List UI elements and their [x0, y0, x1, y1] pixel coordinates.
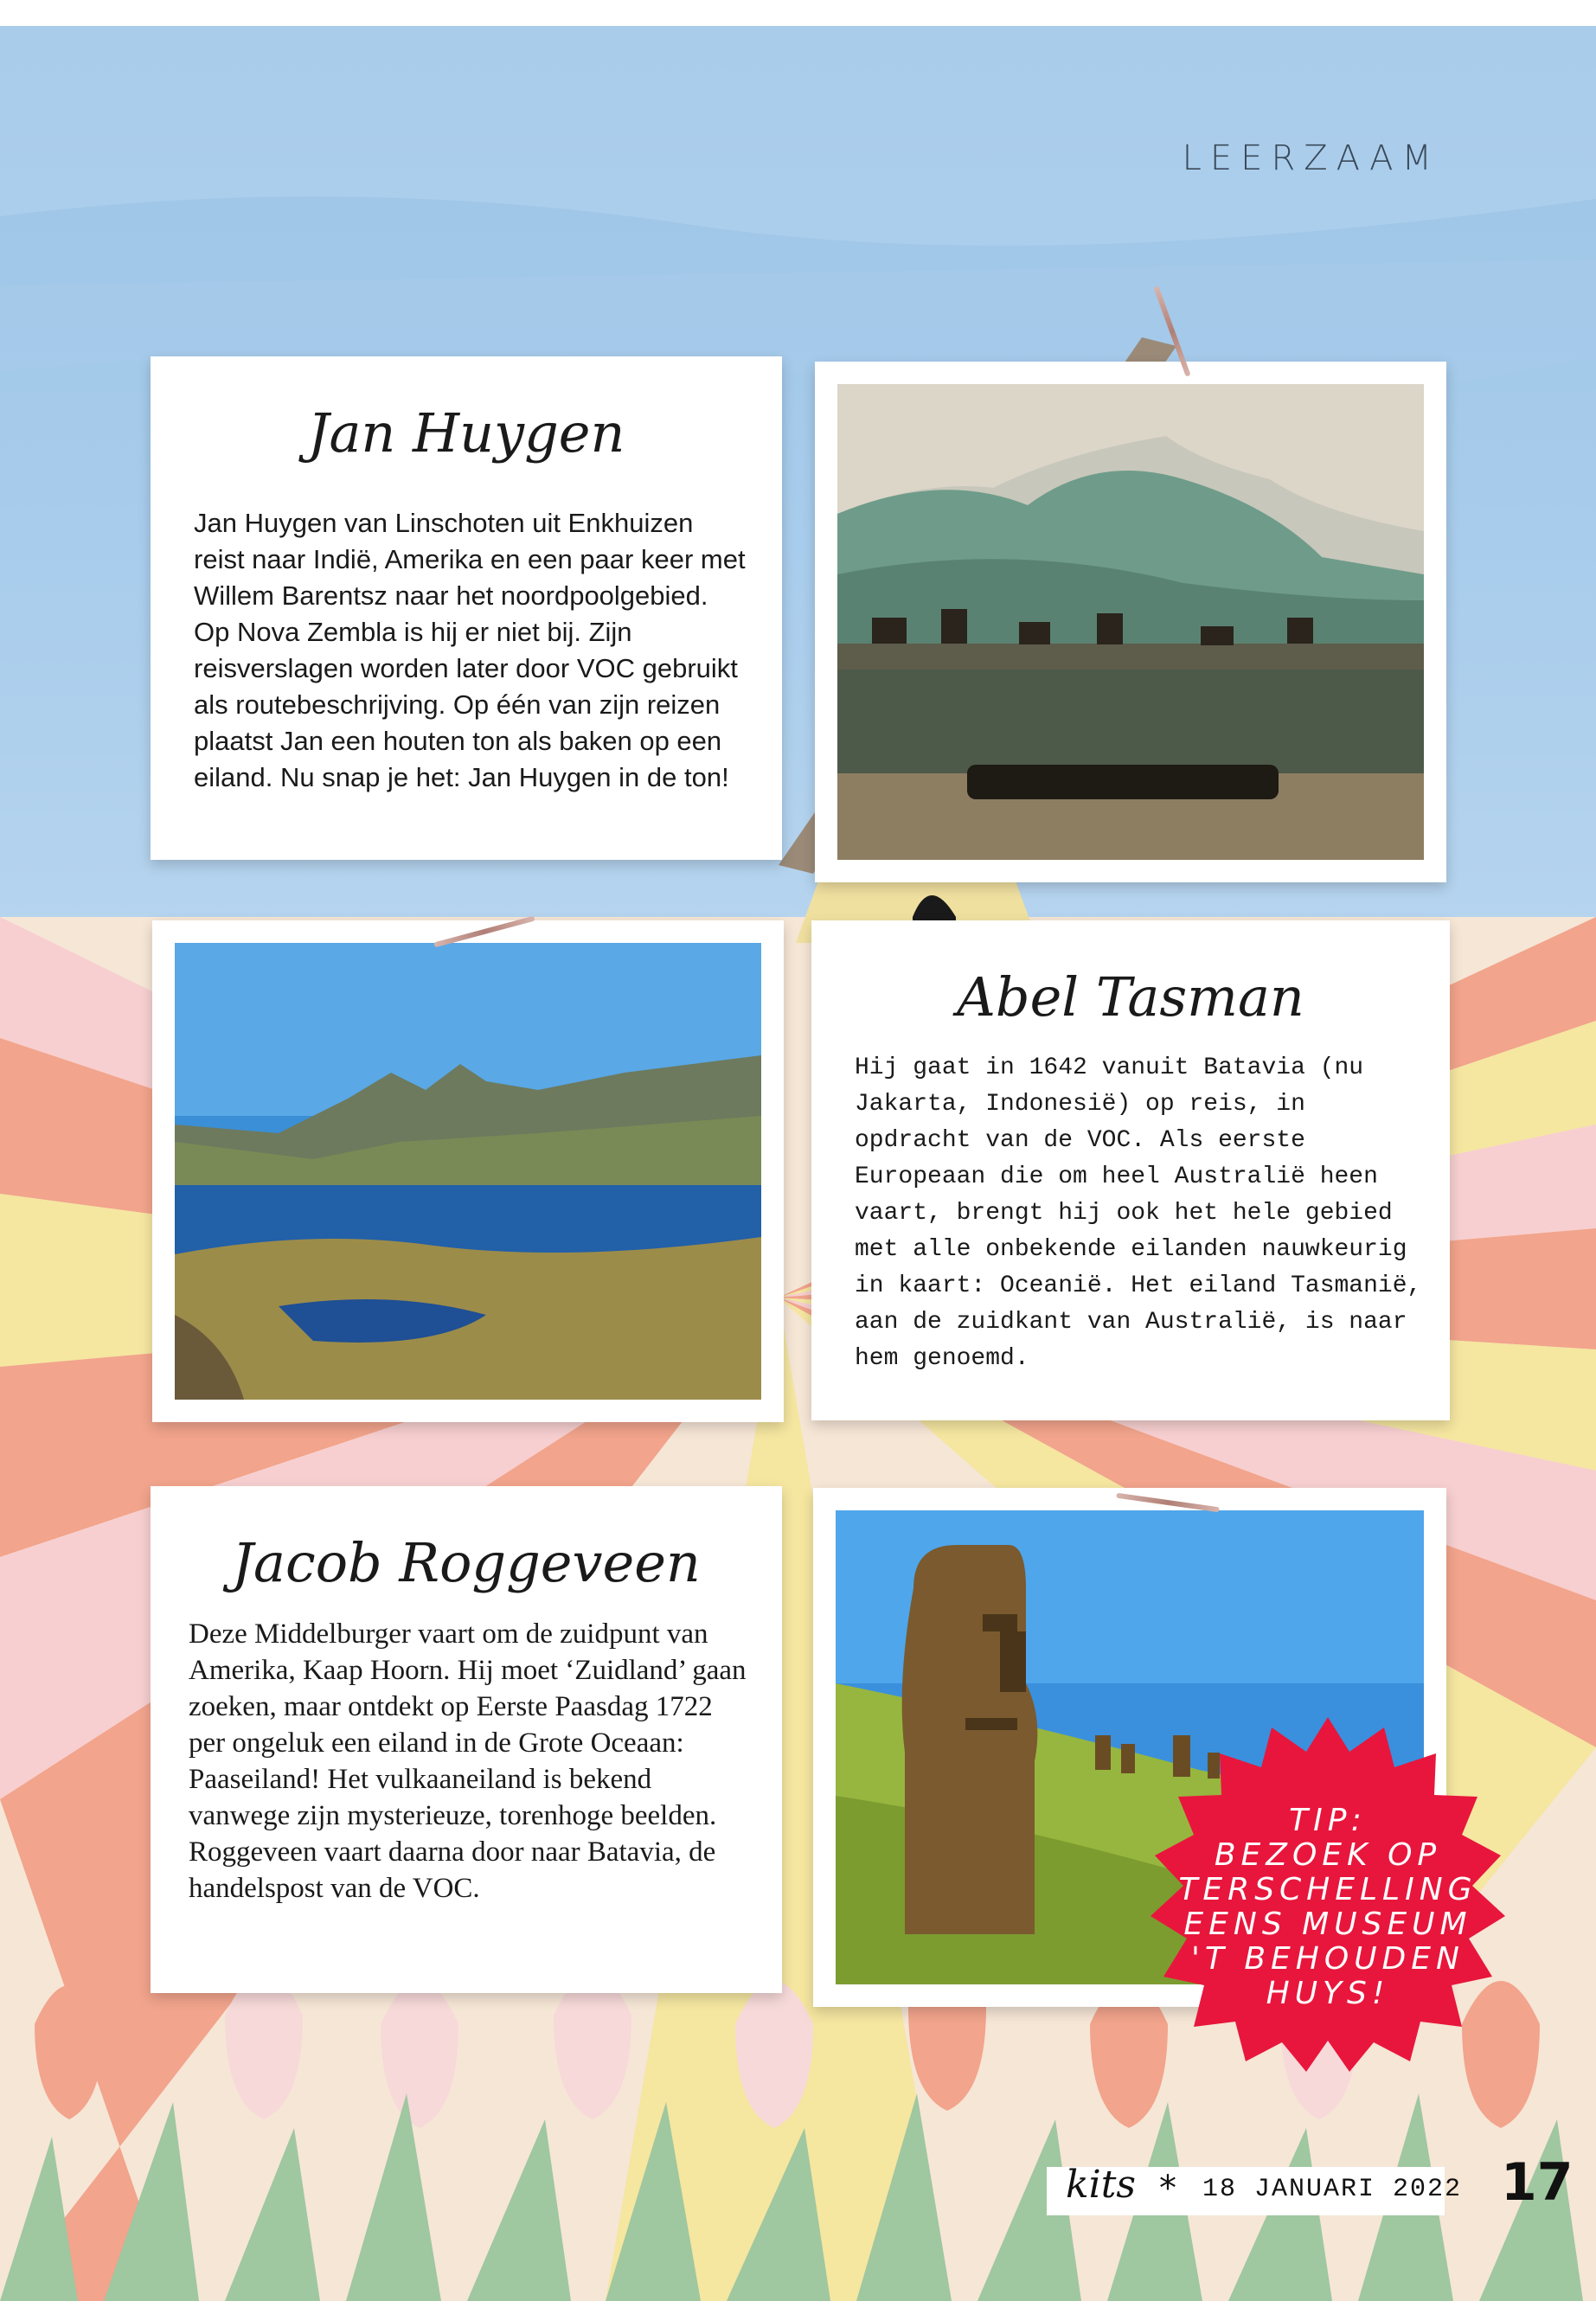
tip-line: BEZOEK OP [1214, 1837, 1442, 1873]
card-body: Jan Huygen van Linschoten uit Enkhuizen reist naar Indië, Amerika en een paar keer met Willem Barentsz naar het noordpoolgebied. Op Nova Zembla is hij er niet bij. Zijn reisverslagen worden later door VOC gebruikt als routebeschrijving. Op één van zijn reizen plaatst Jan een houten ton als baken op een eiland. Nu snap je het: Jan Huygen in de ton! [194, 508, 746, 792]
footer-logo: kits [1066, 2163, 1136, 2207]
tip-line: HUYS! [1266, 1976, 1390, 2011]
card-title: Jacob Roggeveen [232, 1531, 701, 1594]
photo-naval-battle [837, 384, 1424, 860]
section-label: LEERZAAM [1182, 138, 1440, 178]
tip-line: 'T BEHOUDEN [1191, 1941, 1465, 1977]
mountain-lake-icon [175, 943, 761, 1400]
card-title: Jan Huygen [307, 401, 625, 465]
footer-date: 18 JANUARI 2022 [1202, 2175, 1463, 2204]
card-jan-huygen-photo [815, 362, 1446, 882]
naval-battle-painting-icon [837, 384, 1424, 860]
tip-line: EENS MUSEUM [1183, 1907, 1472, 1942]
tip-text [1151, 1804, 1505, 2011]
card-jan-huygen-text [151, 356, 782, 860]
cloud-shape [0, 26, 1596, 246]
tip-line: TERSCHELLING [1178, 1872, 1477, 1907]
card-abel-tasman-photo [152, 920, 784, 1422]
page-number: 17 [1501, 2152, 1574, 2213]
tip-line: TIP: [1289, 1803, 1367, 1838]
footer-separator: * [1159, 2169, 1176, 2208]
card-title: Abel Tasman [957, 965, 1304, 1029]
card-abel-tasman-text [811, 920, 1450, 1420]
photo-mountain-lake [175, 943, 761, 1400]
card-body: Hij gaat in 1642 vanuit Batavia (nu Jakarta, Indonesië) op reis, in opdracht van de VOC. Als eerste Europeaan die om heel Australië heen vaart, brengt hij ook het hele gebied met alle onbekende eilanden nauwkeurig in kaart: Oceanië. Het eiland Tasmanië, aan de zuidkant van Australië, is naar hem genoemd. [855, 1054, 1422, 1372]
card-jacob-roggeveen-text [151, 1486, 782, 1993]
card-body: Deze Middelburger vaart om de zuidpunt van Amerika, Kaap Hoorn. Hij moet ‘Zuidland’ gaan zoeken, maar ontdekt op Eerste Paasdag 1722 per ongeluk een eiland in de Grote Oceaan: Paaseiland! Het vulkaaneiland is bekend vanwege zijn mysterieuze, torenhoge beelden. Roggeveen vaart daarna door naar Batavia, de handelspost van de VOC. [189, 1618, 747, 1904]
